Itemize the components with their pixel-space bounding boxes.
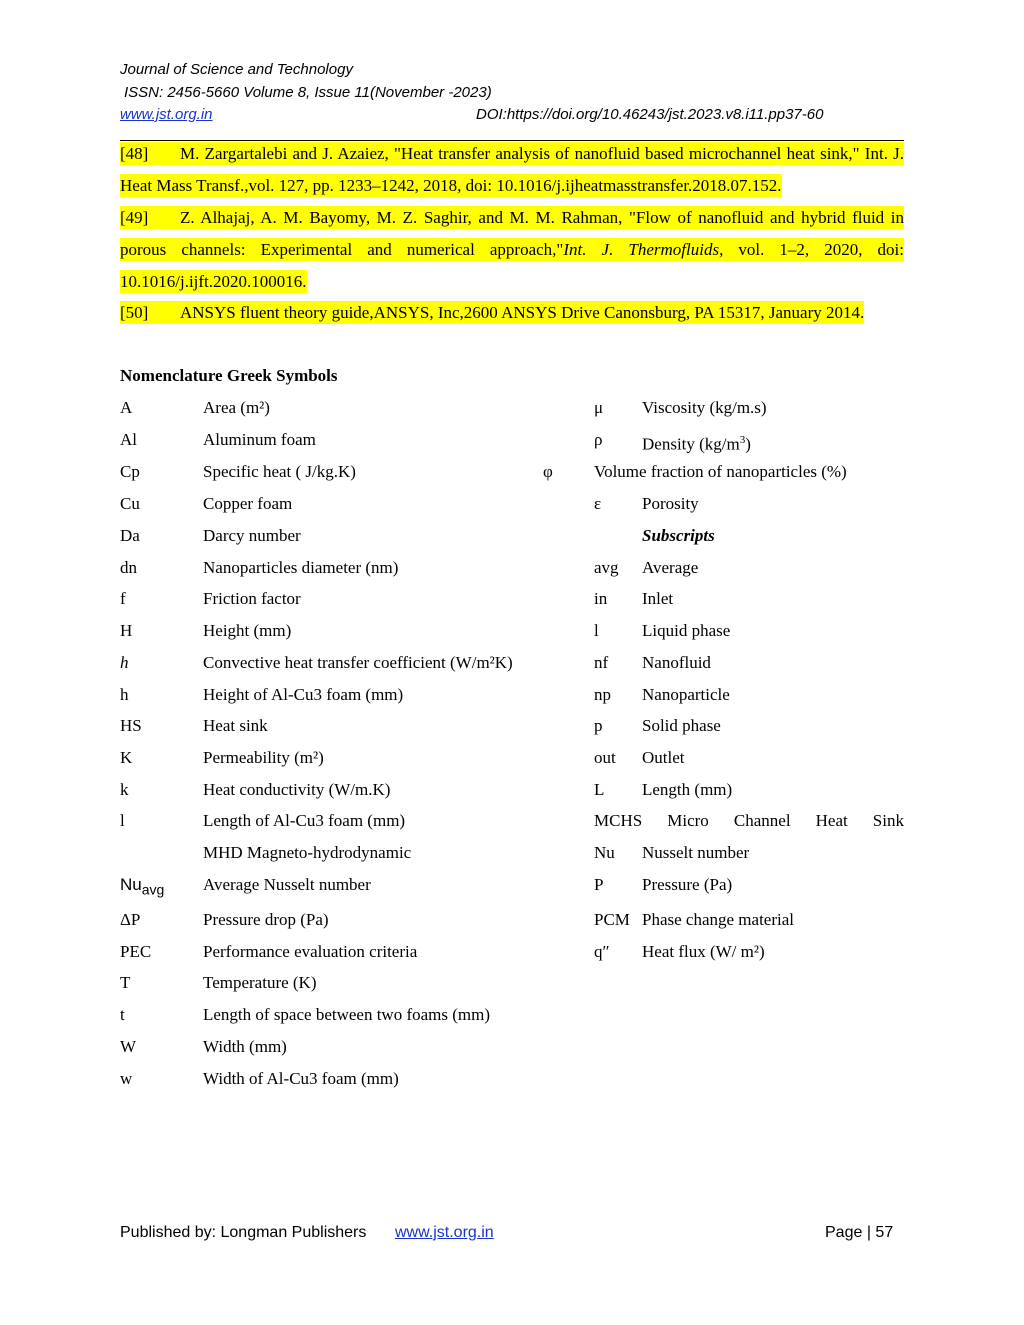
- footer-publisher: Published by: Longman Publishers: [120, 1224, 367, 1241]
- subscript-symbol: np: [594, 685, 611, 704]
- symbol-subscript: avg: [141, 881, 165, 898]
- symbol-description: Height (mm): [203, 621, 292, 640]
- greek-symbol: ε: [594, 494, 602, 513]
- subscript-symbol: p: [594, 716, 603, 735]
- symbol-description: Pressure drop (Pa): [203, 910, 329, 929]
- greek-symbol-description: Porosity: [642, 494, 699, 513]
- symbol-description: Friction factor: [203, 589, 301, 608]
- symbol: W: [120, 1037, 137, 1056]
- density-superscript: 3: [739, 434, 746, 446]
- symbol-description: Area (m²): [203, 398, 270, 417]
- mchs-word: MCHS: [594, 811, 643, 830]
- subscript-description: Outlet: [642, 748, 685, 767]
- symbol-description: Height of Al-Cu3 foam (mm): [203, 685, 404, 704]
- symbol-description: Specific heat ( J/kg.K): [203, 462, 356, 481]
- density-text-end: ): [745, 434, 751, 454]
- mchs-word: Micro: [667, 811, 709, 830]
- greek-symbol: ρ: [594, 430, 603, 449]
- subscript-description: Liquid phase: [642, 621, 731, 640]
- subscript-symbol: nf: [594, 653, 609, 672]
- symbol-description: Width of Al-Cu3 foam (mm): [203, 1069, 399, 1088]
- symbol-base: Nu: [120, 875, 142, 894]
- symbol: t: [120, 1005, 125, 1024]
- symbol-description: Width (mm): [203, 1037, 287, 1056]
- symbol-description: MHD Magneto-hydrodynamic: [203, 843, 412, 862]
- reference-text: M. Zargartalebi and J. Azaiez, "Heat transfer analysis of nanofluid based microchannel heat sink," Int. J. Heat Mass Transf.,vol. 127, pp. 1233–1242, 2018, doi: 10.1016/j.ijheatmasstransfer.2018.07.152.: [120, 144, 904, 195]
- subscript-description: Nanofluid: [642, 653, 711, 672]
- symbol: Cu: [120, 494, 140, 513]
- issn-line: ISSN: 2456-5660 Volume 8, Issue 11(November -2023): [124, 84, 492, 101]
- symbol: k: [120, 780, 129, 799]
- subscript-description: Solid phase: [642, 716, 721, 735]
- subscripts-heading: Subscripts: [642, 526, 715, 545]
- subscript-description: Phase change material: [642, 910, 794, 929]
- symbol: l: [120, 811, 125, 830]
- symbol: H: [120, 621, 133, 640]
- symbol: Al: [120, 430, 137, 449]
- reference-text: ANSYS fluent theory guide,ANSYS, Inc,2600 ANSYS Drive Canonsburg, PA 15317, January 2014.: [180, 303, 865, 322]
- subscript-symbol: L: [594, 780, 605, 799]
- subscript-symbol: P: [594, 875, 604, 894]
- reference-49: [120, 202, 904, 297]
- symbol: dn: [120, 558, 137, 577]
- symbol-description: Copper foam: [203, 494, 293, 513]
- symbol: A: [120, 398, 133, 417]
- symbol-description: Darcy number: [203, 526, 301, 545]
- subscript-symbol: q″: [594, 942, 610, 961]
- footer-website-link[interactable]: www.jst.org.in: [395, 1224, 494, 1241]
- subscript-description: Pressure (Pa): [642, 875, 733, 894]
- symbol: [120, 875, 164, 899]
- reference-text-end: , vol. 1–2, 2020, doi: 10.1016/j.ijft.2020.100016.: [120, 239, 905, 291]
- symbol: h: [120, 685, 129, 704]
- symbol-description: Length of space between two foams (mm): [203, 1005, 491, 1024]
- subscript-description: Length (mm): [642, 780, 733, 799]
- symbol-description: Convective heat transfer coefficient (W/m²K): [203, 653, 513, 672]
- symbol: f: [120, 589, 126, 608]
- symbol: Cp: [120, 462, 140, 481]
- symbol: h: [120, 653, 129, 672]
- mchs-word: Sink: [872, 811, 904, 830]
- greek-symbol-description: Viscosity (kg/m.s): [642, 398, 767, 417]
- symbol: ΔP: [120, 910, 141, 929]
- mchs-word: Channel: [733, 811, 791, 830]
- greek-symbol-description: [642, 430, 751, 455]
- symbol: HS: [120, 716, 142, 735]
- mchs-word: Heat: [815, 811, 848, 830]
- nomenclature-heading: Nomenclature Greek Symbols: [120, 366, 338, 385]
- subscript-description: Inlet: [642, 589, 674, 608]
- symbol-description: Permeability (m²): [203, 748, 324, 767]
- symbol: w: [120, 1069, 133, 1088]
- greek-symbol-description: Volume fraction of nanoparticles (%): [594, 462, 847, 481]
- symbol-description: Length of Al-Cu3 foam (mm): [203, 811, 406, 830]
- symbol-description: Temperature (K): [203, 973, 317, 992]
- symbol: K: [120, 748, 133, 767]
- subscript-description: Heat flux (W/ m²): [642, 942, 765, 961]
- greek-symbol: φ: [543, 462, 553, 481]
- symbol-description: Nanoparticles diameter (nm): [203, 558, 399, 577]
- footer-page-number: Page | 57: [825, 1224, 894, 1241]
- journal-title: Journal of Science and Technology: [120, 61, 353, 78]
- symbol-description: Average Nusselt number: [203, 875, 371, 894]
- doi-line: DOI:https://doi.org/10.46243/jst.2023.v8.i11.pp37-60: [476, 106, 824, 123]
- subscript-symbol: Nu: [594, 843, 615, 862]
- symbol-description: Heat conductivity (W/m.K): [203, 780, 391, 799]
- subscript-symbol: l: [594, 621, 599, 640]
- reference-journal: Int. J. Thermofluids: [563, 239, 720, 259]
- mchs-row: [594, 811, 904, 831]
- subscript-symbol: PCM: [594, 910, 630, 929]
- reference-50: [120, 297, 904, 329]
- reference-number: [49]: [120, 208, 149, 227]
- subscript-description: Nanoparticle: [642, 685, 730, 704]
- density-text: Density (kg/m: [642, 434, 740, 454]
- reference-number: [50]: [120, 303, 149, 322]
- symbol-description: Aluminum foam: [203, 430, 316, 449]
- symbol-description: Heat sink: [203, 716, 268, 735]
- reference-text: Z. Alhajaj, A. M. Bayomy, M. Z. Saghir, and M. M. Rahman, "Flow of nanofluid and hybrid fluid in porous channels: Experimental and numerical approach,": [120, 208, 904, 259]
- reference-48: [120, 138, 904, 202]
- symbol-description: Performance evaluation criteria: [203, 942, 418, 961]
- subscript-symbol: avg: [594, 558, 619, 577]
- reference-number: [48]: [120, 144, 149, 163]
- greek-symbol: μ: [594, 398, 604, 417]
- header-website-link[interactable]: www.jst.org.in: [120, 106, 213, 123]
- subscript-description: Nusselt number: [642, 843, 750, 862]
- subscript-symbol: in: [594, 589, 608, 608]
- symbol: Da: [120, 526, 140, 545]
- symbol: T: [120, 973, 131, 992]
- symbol: PEC: [120, 942, 152, 961]
- subscript-symbol: out: [594, 748, 616, 767]
- subscript-description: Average: [642, 558, 699, 577]
